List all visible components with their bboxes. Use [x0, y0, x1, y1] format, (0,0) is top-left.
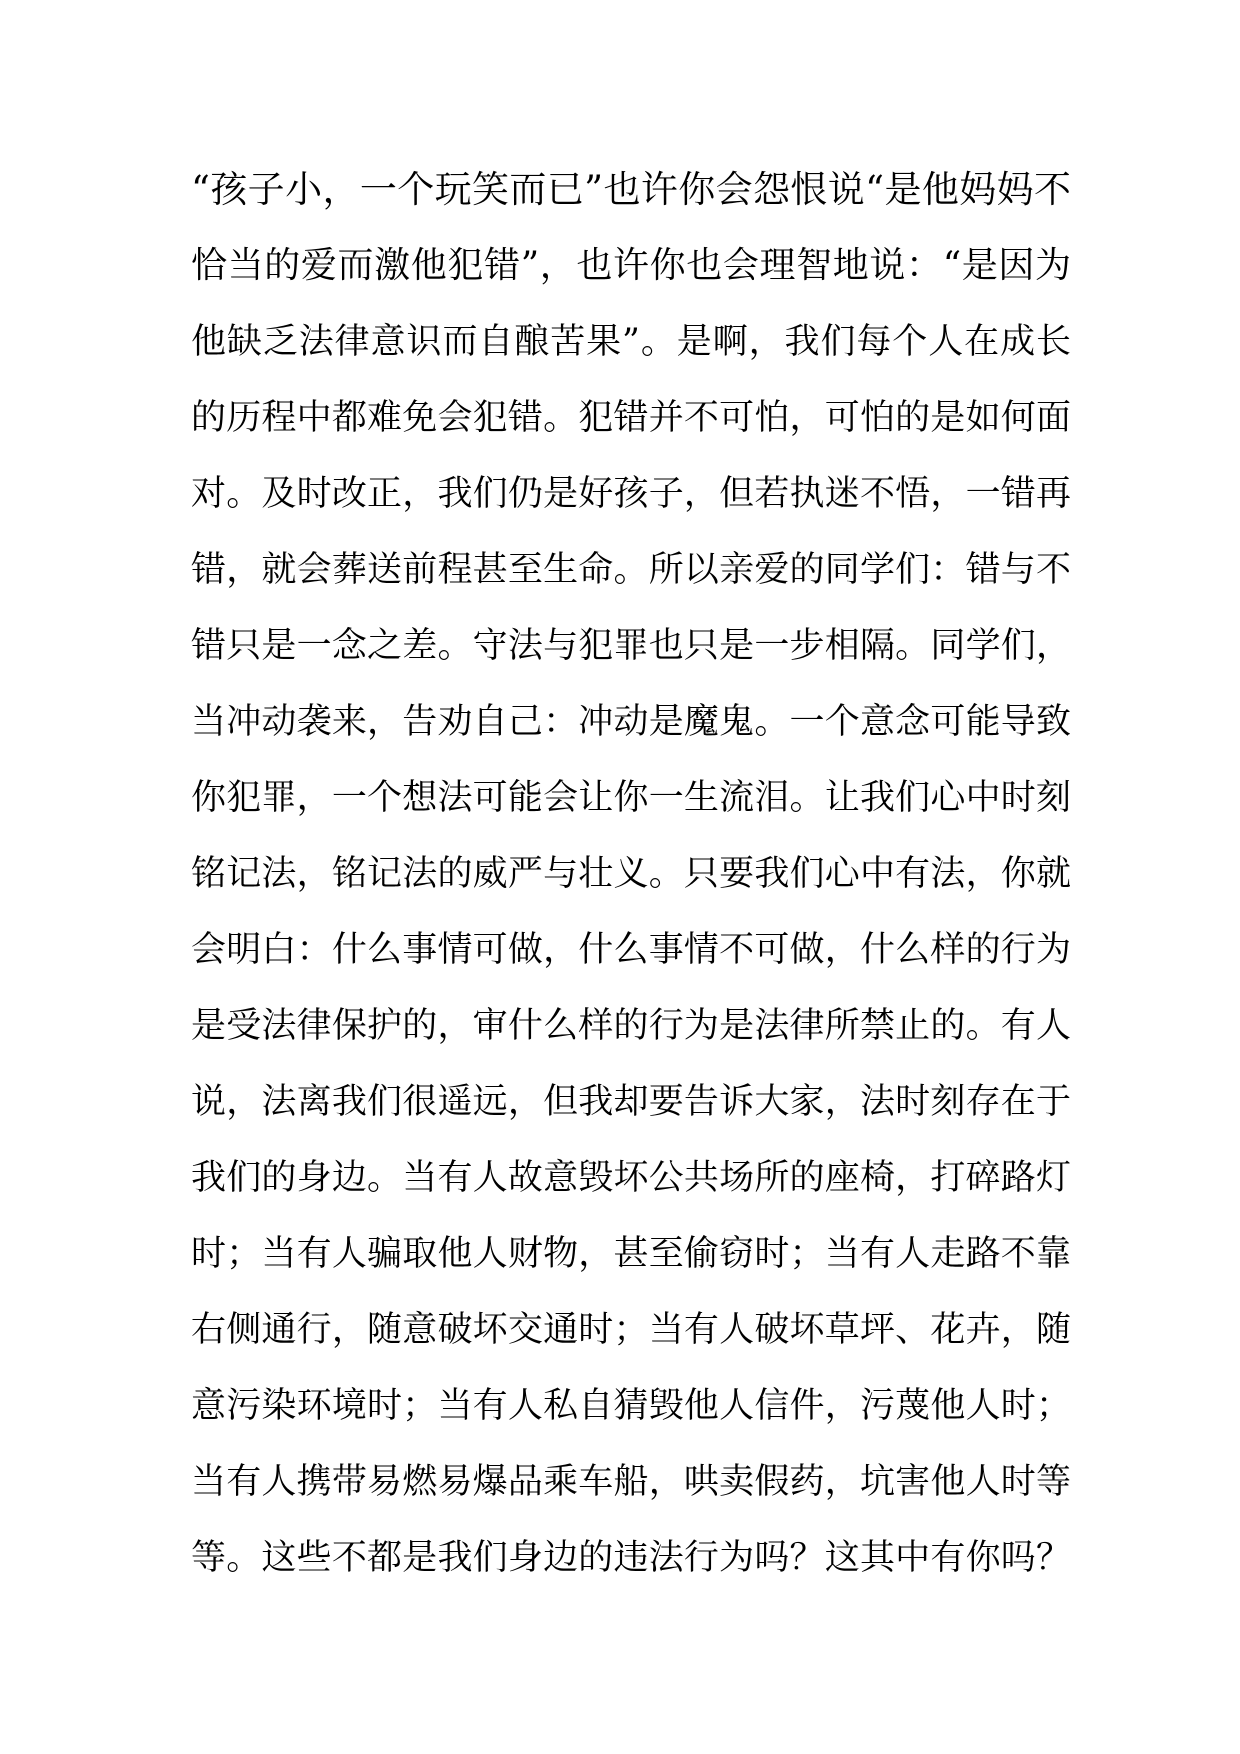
text-line: 恰当的爱而激他犯错”，也许你也会理智地说：“是因为 [191, 245, 1071, 286]
text-line: “孩子小，一个玩笑而已”也许你会怨恨说“是他妈妈不 [191, 168, 1071, 211]
text-line: 说，法离我们很遥远，但我却要告诉大家，法时刻存在于 [191, 1082, 1071, 1122]
text-line: 当有人携带易燃易爆品乘车船，哄卖假药，坑害他人时等 [191, 1462, 1071, 1502]
text-line: 对。及时改正，我们仍是好孩子，但若执迷不悟，一错再 [191, 474, 1071, 514]
text-line: 他缺乏法律意识而自酿苦果”。是啊，我们每个人在成长 [191, 322, 1071, 362]
text-line: 当冲动袭来，告劝自己：冲动是魔鬼。一个意念可能导致 [191, 702, 1071, 742]
text-line: 你犯罪，一个想法可能会让你一生流泪。让我们心中时刻 [191, 778, 1071, 818]
text-line: 错，就会葬送前程甚至生命。所以亲爱的同学们：错与不 [191, 550, 1071, 590]
text-line: 我们的身边。当有人故意毁坏公共场所的座椅，打碎路灯 [191, 1158, 1071, 1198]
body-paragraph [191, 166, 1071, 1610]
text-line: 右侧通行，随意破坏交通时；当有人破坏草坪、花卉，随 [191, 1310, 1071, 1350]
text-line: 时；当有人骗取他人财物，甚至偷窃时；当有人走路不靠 [191, 1234, 1071, 1274]
text-line: 会明白：什么事情可做，什么事情不可做，什么样的行为 [191, 930, 1071, 970]
text-line: 错只是一念之差。守法与犯罪也只是一步相隔。同学们， [191, 626, 1071, 666]
text-line: 铭记法，铭记法的威严与壮义。只要我们心中有法，你就 [191, 854, 1071, 894]
text-line: 等。这些不都是我们身边的违法行为吗？这其中有你吗？ [191, 1538, 1071, 1578]
text-line: 意污染环境时；当有人私自猜毁他人信件，污蔑他人时； [191, 1386, 1071, 1426]
text-line: 是受法律保护的，审什么样的行为是法律所禁止的。有人 [191, 1006, 1071, 1046]
text-line: 的历程中都难免会犯错。犯错并不可怕，可怕的是如何面 [191, 398, 1071, 438]
